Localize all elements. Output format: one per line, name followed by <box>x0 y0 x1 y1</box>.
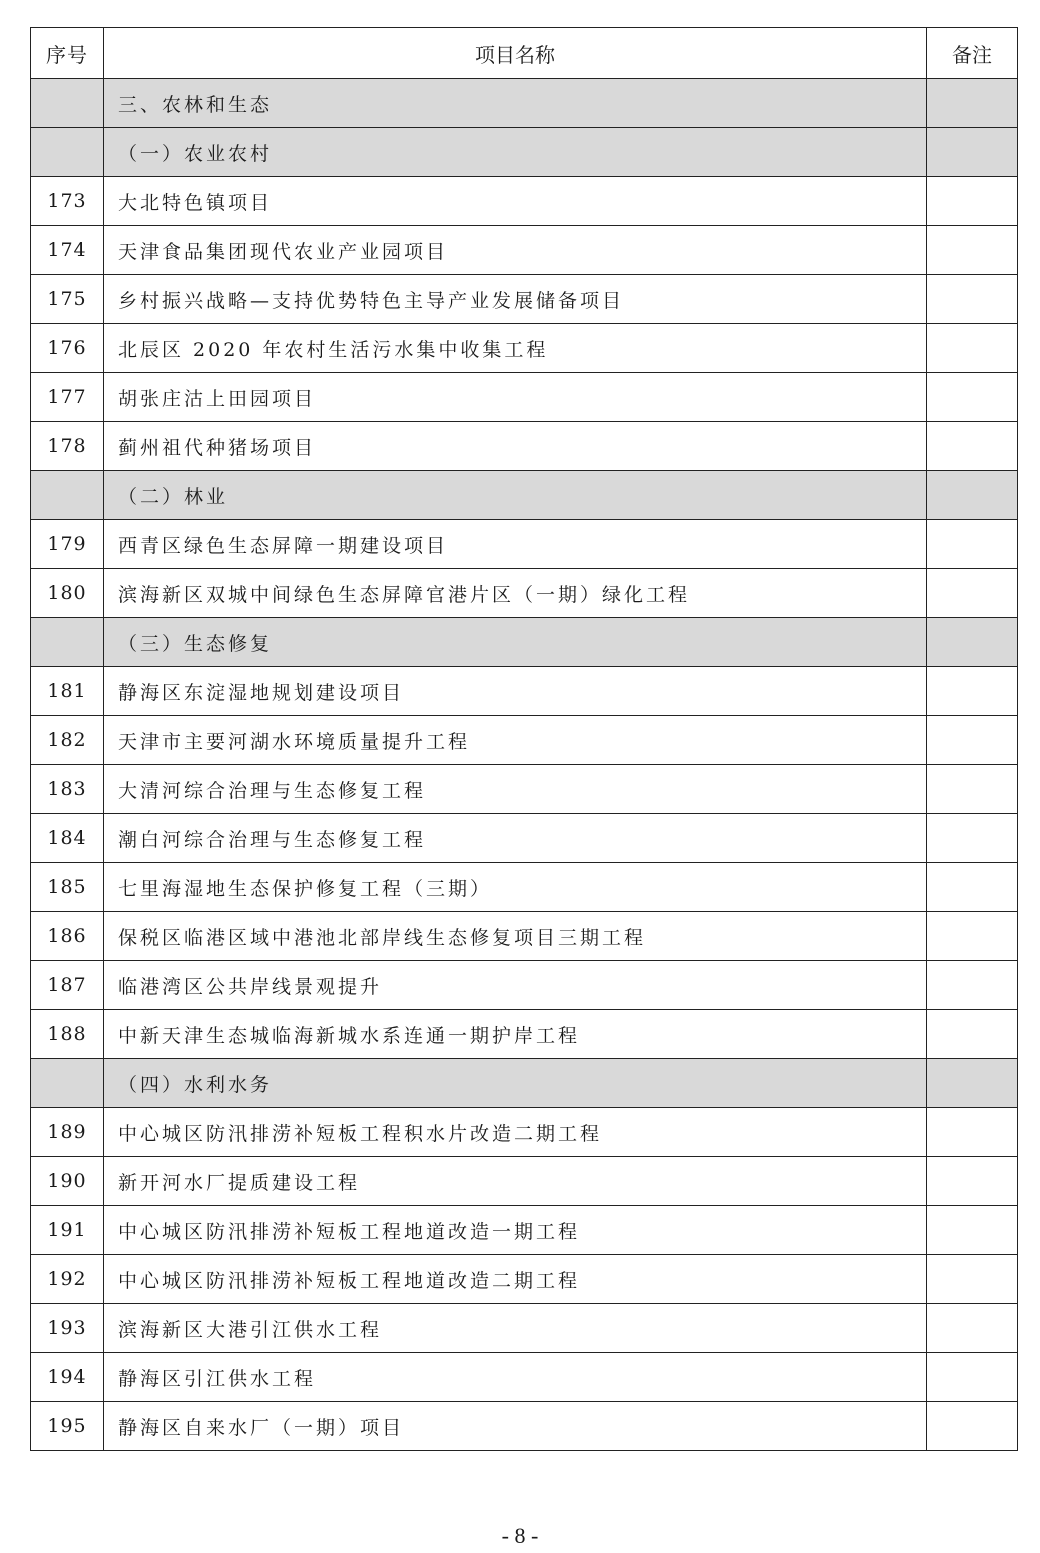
row-seq: 186 <box>31 912 104 961</box>
section-title: 三、农林和生态 <box>104 79 927 128</box>
row-note <box>927 1059 1018 1108</box>
table-row <box>31 226 1018 275</box>
row-seq <box>31 79 104 128</box>
table-row <box>31 177 1018 226</box>
row-seq: 190 <box>31 1157 104 1206</box>
row-seq: 194 <box>31 1353 104 1402</box>
row-seq: 175 <box>31 275 104 324</box>
row-seq <box>31 1059 104 1108</box>
project-name: 大北特色镇项目 <box>104 177 927 226</box>
row-note <box>927 471 1018 520</box>
table-row <box>31 1157 1018 1206</box>
project-name: 静海区自来水厂（一期）项目 <box>104 1402 927 1451</box>
project-name: 胡张庄沽上田园项目 <box>104 373 927 422</box>
section-title: （一）农业农村 <box>104 128 927 177</box>
row-note <box>927 912 1018 961</box>
row-note <box>927 1157 1018 1206</box>
table-row <box>31 716 1018 765</box>
section-row <box>31 79 1018 128</box>
row-seq: 179 <box>31 520 104 569</box>
header-row <box>31 28 1018 79</box>
row-seq <box>31 128 104 177</box>
row-seq: 192 <box>31 1255 104 1304</box>
table-row <box>31 520 1018 569</box>
table-row <box>31 667 1018 716</box>
table-row <box>31 765 1018 814</box>
row-note <box>927 1353 1018 1402</box>
project-table <box>30 27 1018 1451</box>
row-seq: 174 <box>31 226 104 275</box>
table-row <box>31 961 1018 1010</box>
row-note <box>927 716 1018 765</box>
row-seq: 185 <box>31 863 104 912</box>
project-name: 潮白河综合治理与生态修复工程 <box>104 814 927 863</box>
section-row <box>31 128 1018 177</box>
table-row <box>31 422 1018 471</box>
section-row <box>31 471 1018 520</box>
project-name: 静海区东淀湿地规划建设项目 <box>104 667 927 716</box>
row-note <box>927 765 1018 814</box>
row-note <box>927 961 1018 1010</box>
row-seq: 187 <box>31 961 104 1010</box>
project-name: 大清河综合治理与生态修复工程 <box>104 765 927 814</box>
project-name: 临港湾区公共岸线景观提升 <box>104 961 927 1010</box>
row-note <box>927 1206 1018 1255</box>
header-note: 备注 <box>927 28 1018 79</box>
row-note <box>927 814 1018 863</box>
row-seq: 173 <box>31 177 104 226</box>
row-seq: 180 <box>31 569 104 618</box>
row-seq: 193 <box>31 1304 104 1353</box>
row-note <box>927 618 1018 667</box>
table-row <box>31 1402 1018 1451</box>
project-name: 西青区绿色生态屏障一期建设项目 <box>104 520 927 569</box>
row-seq: 176 <box>31 324 104 373</box>
section-title: （四）水利水务 <box>104 1059 927 1108</box>
table-row <box>31 1255 1018 1304</box>
row-note <box>927 373 1018 422</box>
table-row <box>31 912 1018 961</box>
project-name: 中心城区防汛排涝补短板工程地道改造二期工程 <box>104 1255 927 1304</box>
table-row <box>31 1108 1018 1157</box>
project-name: 天津食品集团现代农业产业园项目 <box>104 226 927 275</box>
section-title: （三）生态修复 <box>104 618 927 667</box>
table-row <box>31 1206 1018 1255</box>
section-row <box>31 1059 1018 1108</box>
row-note <box>927 422 1018 471</box>
project-name: 滨海新区大港引江供水工程 <box>104 1304 927 1353</box>
table-row <box>31 863 1018 912</box>
row-note <box>927 569 1018 618</box>
row-note <box>927 177 1018 226</box>
project-name: 乡村振兴战略—支持优势特色主导产业发展储备项目 <box>104 275 927 324</box>
header-seq: 序号 <box>31 28 104 79</box>
table-header <box>31 28 1018 79</box>
project-name: 蓟州祖代种猪场项目 <box>104 422 927 471</box>
row-seq: 182 <box>31 716 104 765</box>
project-name: 中心城区防汛排涝补短板工程地道改造一期工程 <box>104 1206 927 1255</box>
row-note <box>927 226 1018 275</box>
row-seq: 188 <box>31 1010 104 1059</box>
project-name: 新开河水厂提质建设工程 <box>104 1157 927 1206</box>
table-row <box>31 1010 1018 1059</box>
project-name: 中心城区防汛排涝补短板工程积水片改造二期工程 <box>104 1108 927 1157</box>
row-seq: 181 <box>31 667 104 716</box>
row-seq: 189 <box>31 1108 104 1157</box>
row-note <box>927 667 1018 716</box>
row-seq <box>31 471 104 520</box>
row-seq <box>31 618 104 667</box>
row-note <box>927 128 1018 177</box>
row-note <box>927 79 1018 128</box>
table-row <box>31 1353 1018 1402</box>
row-note <box>927 1304 1018 1353</box>
table-row <box>31 373 1018 422</box>
project-name: 天津市主要河湖水环境质量提升工程 <box>104 716 927 765</box>
row-seq: 183 <box>31 765 104 814</box>
project-name: 七里海湿地生态保护修复工程（三期） <box>104 863 927 912</box>
row-note <box>927 1010 1018 1059</box>
row-seq: 178 <box>31 422 104 471</box>
section-title: （二）林业 <box>104 471 927 520</box>
project-name: 滨海新区双城中间绿色生态屏障官港片区（一期）绿化工程 <box>104 569 927 618</box>
row-note <box>927 324 1018 373</box>
row-note <box>927 275 1018 324</box>
row-seq: 184 <box>31 814 104 863</box>
project-name: 静海区引江供水工程 <box>104 1353 927 1402</box>
row-note <box>927 520 1018 569</box>
table-body <box>31 79 1018 1451</box>
header-name: 项目名称 <box>104 28 927 79</box>
table-row <box>31 569 1018 618</box>
row-note <box>927 1402 1018 1451</box>
project-name: 北辰区 2020 年农村生活污水集中收集工程 <box>104 324 927 373</box>
table-row <box>31 275 1018 324</box>
table-row <box>31 324 1018 373</box>
row-note <box>927 1108 1018 1157</box>
row-note <box>927 1255 1018 1304</box>
row-seq: 177 <box>31 373 104 422</box>
section-row <box>31 618 1018 667</box>
page-number: - 8 - <box>501 1523 539 1548</box>
row-note <box>927 863 1018 912</box>
table-row <box>31 814 1018 863</box>
row-seq: 191 <box>31 1206 104 1255</box>
project-name: 保税区临港区域中港池北部岸线生态修复项目三期工程 <box>104 912 927 961</box>
table-row <box>31 1304 1018 1353</box>
project-name: 中新天津生态城临海新城水系连通一期护岸工程 <box>104 1010 927 1059</box>
row-seq: 195 <box>31 1402 104 1451</box>
